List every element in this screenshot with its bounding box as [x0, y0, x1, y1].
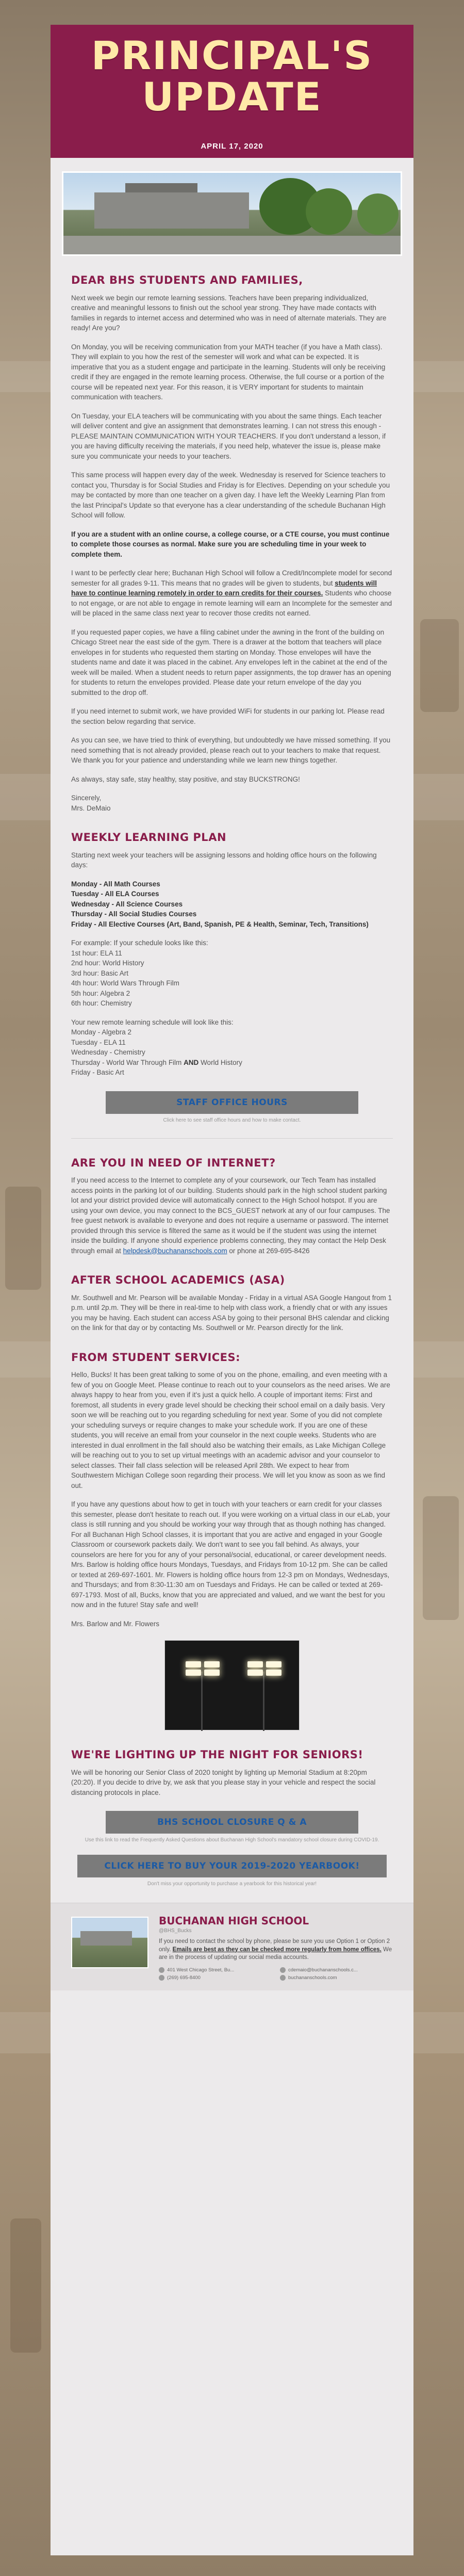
- greeting-paragraph: As you can see, we have tried to think of everything, but undoubtedly we have missed something. If you need something that is not already provided, please reach out to your teachers to make that request. We thank you for your patience and understanding while we learn new things together.: [71, 736, 391, 764]
- stadium-lights-photo: [164, 1640, 300, 1730]
- signoff: [71, 793, 393, 813]
- school-building-photo: [62, 171, 402, 256]
- remote-day-rest: World History: [198, 1058, 242, 1066]
- footer: [51, 1903, 413, 1990]
- plan-day: Monday - All Math Courses: [71, 880, 160, 888]
- school-closure-qa-button[interactable]: BHS SCHOOL CLOSURE Q & A: [106, 1811, 358, 1834]
- remote-day-thursday: [71, 1058, 393, 1068]
- location-icon: [159, 1967, 164, 1973]
- contact-phone[interactable]: [159, 1975, 272, 1981]
- contact-address[interactable]: [159, 1967, 272, 1973]
- greeting-paragraph: On Monday, you will be receiving communication from your MATH teacher (if you have a Math class). They will explain to you how the rest of the semester will work and what can be expected. It is imperative that you as a student engage and participate in the learning. Students will only be receiving credit if they are engaged in the remote learning process. Otherwise, the full course or a portion of the course will be repeated next year. For this reason, it is VERY important for students to maintain communication with teachers.: [71, 343, 386, 401]
- yearbook-block: [71, 1855, 393, 1887]
- helpdesk-email-link[interactable]: helpdesk@buchananschools.com: [123, 1246, 227, 1255]
- contact-email[interactable]: [280, 1967, 393, 1973]
- weekly-plan-intro: Starting next week your teachers will be assigning lessons and holding office hours on the following days:: [71, 851, 377, 869]
- newsletter-card: [51, 25, 413, 2555]
- greeting-paragraph: If you requested paper copies, we have a filing cabinet under the awning in the front of the building on Chicago Street near the east side of the gym. There is a drawer at the bottom that teachers will place envelopes in for students who requested them starting on Monday. Those envelopes will have the students name and date it was placed in the cabinet. Any envelopes left in the cabinet at the end of the week will be mailed. When a student needs to return paper assignments, the top drawer has an opening for students to return the envelopes provided. Please date your return envelope of the day you submitted to the drop off.: [71, 628, 391, 696]
- asa-heading: AFTER SCHOOL ACADEMICS (ASA): [71, 1274, 285, 1286]
- footer-msg-text: If you need to contact the school by phone, please be sure you use Option 1 or Option 2 only.: [159, 1938, 390, 1953]
- contact-text: 401 West Chicago Street, Bu...: [167, 1967, 235, 1973]
- example-hour: 5th hour: Algebra 2: [71, 989, 130, 997]
- credit-bold-text: students will have to continue learning remotely in order to earn credits for their courses.: [71, 579, 377, 597]
- asa-paragraph: Mr. Southwell and Mr. Pearson will be available Monday - Friday in a virtual ASA Google Hangout from 1 p.m. until 2p.m. They will be there in real-time to help with class work, a friendly chat or with any issues you may be having. Each student can access ASA by going to their personal BHS calendar and clicking on the link for that day or by contacting Ms. Southwell or Mr. Pearson directly for the link.: [71, 1293, 392, 1332]
- seniors-paragraph: We will be honoring our Senior Class of 2020 tonight by lighting up Memorial Stadium at 8:20pm (20:20). If you decide to drive by, we ask that you please stay in your vehicle and respect the social distancing protocols in place.: [71, 1768, 376, 1796]
- contact-grid: [159, 1967, 393, 1981]
- student-services-paragraph: Hello, Bucks! It has been great talking to some of you on the phone, emailing, and even meeting with a few of you on Google Meet. Please continue to reach out to your counselors as the need arises. We are always happy to hear from you, even if it's just a quick hello. A couple of important items: First and foremost, all students in every grade level should be checking their school email on a daily basis. Very soon we will be reaching out to you regarding scheduling for next year. Some of you did not complete your scheduling surveys or require changes to make your schedule work. If you are one of these students, you will receive an email from your counselor in the next couple weeks. Students who are interested in dual enrollment in the fall should also be watching their emails, as Lake Michigan College will be reaching out to you to set up virtual meetings with an academic advisor and your counselor to select classes. Their fall class selection will be released April 28th. We expect to hear from Southwestern Michigan College soon regarding their process. We will let you know as soon as we find out.: [71, 1371, 390, 1489]
- button-caption: Don't miss your opportunity to purchase a yearbook for this historical year!: [147, 1881, 317, 1887]
- greeting-heading: DEAR BHS STUDENTS AND FAMILIES,: [71, 274, 303, 286]
- weekly-plan-days: [71, 879, 393, 930]
- greeting-paragraph: This same process will happen every day of the week. Wednesday is reserved for Science teachers to contact you, Thursday is for Social Studies and Friday is for Electives. Depending on your schedule you may be contacted by more than one teacher on a given day. I have left the Weekly Learning Plan from the last Principal's Update so that everyone has a clear understanding of the schedule Buchanan High School will follow.: [71, 471, 390, 519]
- remote-intro: Your new remote learning schedule will look like this:: [71, 1018, 234, 1026]
- weekly-plan-heading: WEEKLY LEARNING PLAN: [71, 831, 227, 844]
- example-hour: 1st hour: ELA 11: [71, 949, 122, 957]
- newsletter-title: PRINCIPAL'S UPDATE: [91, 33, 373, 120]
- email-icon: [280, 1967, 286, 1973]
- signoff-text: Sincerely,: [71, 794, 102, 802]
- greeting-bold-paragraph: [71, 529, 393, 560]
- example-hour: 2nd hour: World History: [71, 959, 144, 967]
- plan-day: Tuesday - All ELA Courses: [71, 890, 159, 898]
- staff-hours-block: [71, 1091, 393, 1124]
- bold-text: If you are a student with an online course, a college course, or a CTE course, you must continue to complete those courses as normal. Make sure you are scheduling time in your week to complete them.: [71, 530, 390, 558]
- newsletter-date: APRIL 17, 2020: [201, 142, 263, 151]
- footer-school-photo: [71, 1917, 148, 1968]
- student-services-heading: FROM STUDENT SERVICES:: [71, 1351, 241, 1364]
- plan-day: Wednesday - All Science Courses: [71, 900, 183, 908]
- remote-schedule: [71, 1017, 393, 1078]
- remote-day: Wednesday - Chemistry: [71, 1048, 145, 1056]
- student-services-signature: Mrs. Barlow and Mr. Flowers: [71, 1619, 160, 1628]
- credit-paragraph: [71, 568, 393, 619]
- remote-day: Friday - Basic Art: [71, 1068, 124, 1076]
- header-banner: [51, 25, 413, 158]
- twitter-handle[interactable]: @BHS_Bucks: [159, 1928, 192, 1934]
- remote-day: Monday - Algebra 2: [71, 1028, 132, 1036]
- student-services-paragraph: If you have any questions about how to get in touch with your teachers or earn credit for your classes this semester, please don't hesitate to reach out. If you were working on a virtual class in our eLab, your class is still running and you should be working your way through that as though nothing has changed. For all Buchanan High School classes, it is important that you are active and engaged in your Google Classroom or coursework packets daily. We don't want to see you fall behind. As always, your counselors are here for you for any of your personal/social, educational, or career development needs. Mrs. Barlow is holding office hours Mondays, Tuesdays, and Fridays from 10-12 pm. She can be called or texted at 269-697-1601. Mr. Flowers is holding office hours from 12-3 pm on Mondays, Wednesdays, and Thursdays; and from 8:30-11:30 am on Tuesdays and Fridays. He can be called or texted at 269-697-1793. Most of all, Bucks, know that you are appreciated and valued, and we want the best for you now and in the future! Stay safe and well!: [71, 1500, 390, 1609]
- internet-paragraph: [71, 1175, 393, 1256]
- phone-icon: [159, 1975, 164, 1981]
- example-intro: For example: If your schedule looks like this:: [71, 939, 208, 947]
- credit-text-end: Students who choose to not engage, or are not able to engage in remote learning will earn an Incomplete for the semester and will be placed in the same class next year to recover those credits not earned.: [71, 589, 392, 617]
- remote-day: Thursday - World War Through Film: [71, 1058, 184, 1066]
- contact-text: cdemaio@buchananschools.c...: [288, 1967, 358, 1973]
- credit-text: I want to be perfectly clear here; Buchanan High School will follow a Credit/Incomplete model for second semester for all grades 9-11. This means that no grades will be given to students, but: [71, 569, 392, 587]
- button-caption: Use this link to read the Frequently Asked Questions about Buchanan High School's mandatory school closure during COVID-19.: [85, 1837, 379, 1843]
- remote-day: Tuesday - ELA 11: [71, 1038, 126, 1046]
- buy-yearbook-button[interactable]: CLICK HERE TO BUY YOUR 2019-2020 YEARBOOK!: [77, 1855, 387, 1877]
- divider: [71, 1138, 393, 1139]
- footer-msg-end: We are in the process of updating our social media accounts.: [159, 1946, 392, 1961]
- internet-text-end: or phone at 269-695-8426: [227, 1246, 310, 1255]
- example-hour: 3rd hour: Basic Art: [71, 969, 129, 977]
- footer-school-name: BUCHANAN HIGH SCHOOL: [159, 1915, 309, 1927]
- greeting-paragraph: Next week we begin our remote learning sessions. Teachers have been preparing individualized, creative and meaningful lessons to finish out the school year strong. They have made contacts with families in regards to internet access and determined who was in need of alternate materials. They are ready! Are you?: [71, 294, 387, 332]
- and-text: AND: [184, 1058, 199, 1066]
- internet-text: If you need access to the Internet to complete any of your coursework, our Tech Team has installed access points in the parking lot of our building. Students should park in the high school student parking lot and your district provided device will automatically connect to the High School hotspot. If you are using your own device, you may connect to the BCS_GUEST network at any of our four campuses. The free guest network is available to everyone and does not require a username or password. The internet provided through this service is filtered the same as it would be if the student was using the internet inside the building. If anyone should experience problems connecting, they may contact the Help Desk through email at: [71, 1176, 390, 1255]
- greeting-paragraph: If you need internet to submit work, we have provided WiFi for students in our parking lot. Please read the section below regarding that service.: [71, 707, 385, 725]
- plan-day: Friday - All Elective Courses (Art, Band, Spanish, PE & Health, Seminar, Tech, Transitions): [71, 920, 369, 928]
- button-caption: Click here to see staff office hours and how to make contact.: [163, 1117, 301, 1123]
- footer-message: [159, 1938, 393, 1962]
- footer-msg-bold: Emails are best as they can be checked more regularly from home offices.: [172, 1946, 382, 1953]
- example-hour: 6th hour: Chemistry: [71, 999, 132, 1007]
- staff-office-hours-button[interactable]: STAFF OFFICE HOURS: [106, 1091, 358, 1114]
- contact-text: buchananschools.com: [288, 1974, 337, 1981]
- contact-website[interactable]: [280, 1975, 393, 1981]
- example-hour: 4th hour: World Wars Through Film: [71, 979, 179, 987]
- internet-heading: ARE YOU IN NEED OF INTERNET?: [71, 1156, 276, 1169]
- closure-block: [71, 1811, 393, 1843]
- plan-day: Thursday - All Social Studies Courses: [71, 910, 197, 918]
- greeting-paragraph: On Tuesday, your ELA teachers will be communicating with you about the same things. Each teacher will deliver content and give an assignment that demonstrates learning. I can not stress this enough - PLEASE MAINTAIN COMMUNICATION WITH YOUR TEACHERS. If you don't understand a lesson, if you are having difficulty receiving the materials, if you need help, whatever the issue is, please make sure you communicate your needs to your teachers.: [71, 412, 386, 460]
- contact-text: (269) 695-8400: [167, 1974, 201, 1981]
- greeting-paragraph: As always, stay safe, stay healthy, stay positive, and stay BUCKSTRONG!: [71, 775, 300, 783]
- website-icon: [280, 1975, 286, 1981]
- signer-name: Mrs. DeMaio: [71, 804, 111, 812]
- seniors-heading: WE'RE LIGHTING UP THE NIGHT FOR SENIORS!: [71, 1748, 363, 1761]
- example-schedule: [71, 938, 393, 1009]
